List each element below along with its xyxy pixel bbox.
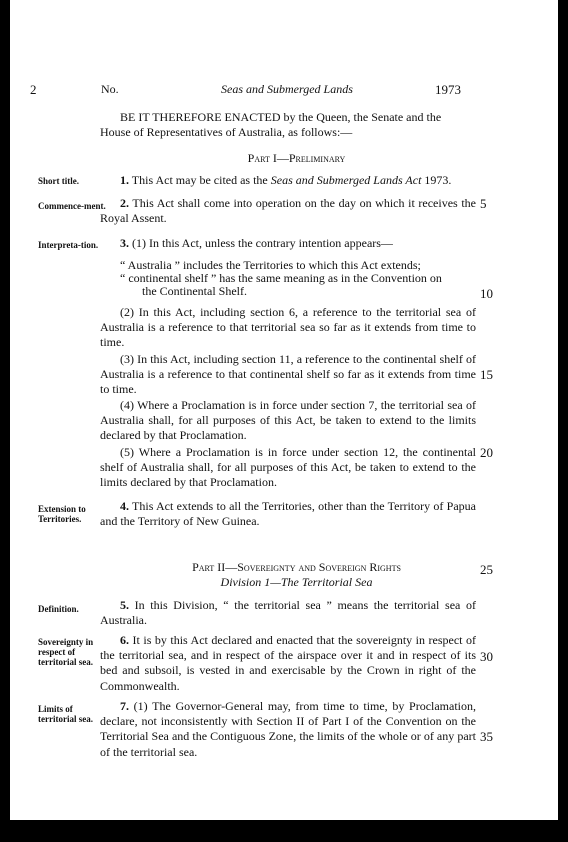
header-no-label: No. xyxy=(101,82,119,96)
section-7-text: 7. (1) The Governor-General may, from time to time, by Proclamation, declare, not inconsistently with Section II of Part I of the Convention on the Territorial Sea and the Contiguous Zone, the limits of the whole or of any part of the territorial sea. xyxy=(100,699,477,759)
section-3-sub-1: 3. (1) In this Act, unless the contrary intention appears— xyxy=(120,236,393,250)
header-title: Seas and Submerged Lands xyxy=(221,82,353,96)
line-number-30: 30 xyxy=(480,649,493,664)
document-page xyxy=(10,0,558,820)
margin-note-commencement: Commence-ment. xyxy=(38,201,106,211)
enacting-line-2: House of Representatives of Australia, as follows:— xyxy=(100,125,353,139)
division-1-heading: Division 1—The Territorial Sea xyxy=(220,575,373,589)
margin-note-definition: Definition. xyxy=(38,604,79,614)
definition-continental-shelf-a: “ continental shelf ” has the same meaning as in the Convention on xyxy=(120,271,442,285)
section-4-text: 4. This Act extends to all the Territories, other than the Territory of Papua and the Territory of New Guinea. xyxy=(100,499,476,529)
line-number-15: 15 xyxy=(480,367,493,382)
margin-note-short-title: Short title. xyxy=(38,176,79,186)
page-number: 2 xyxy=(30,82,37,97)
part-2-heading: Part II—Sovereignty and Sovereign Rights xyxy=(192,560,401,574)
section-1-text: 1. This Act may be cited as the Seas and Submerged Lands Act 1973. xyxy=(120,173,452,187)
line-number-35: 35 xyxy=(480,729,493,744)
definition-australia: “ Australia ” includes the Territories to which this Act extends; xyxy=(120,258,421,272)
section-3-sub-3: (3) In this Act, including section 11, a reference to the continental shelf of Australia is a reference to that continental shelf so far as it extends from time to time. xyxy=(100,352,476,397)
margin-note-limits: Limits of territorial sea. xyxy=(38,704,93,724)
section-3-sub-4: (4) Where a Proclamation is in force under section 7, the territorial sea of Australia shall, for all purposes of this Act, be taken to extend to the limits declared by that Proclamation. xyxy=(100,398,476,443)
line-number-20: 20 xyxy=(480,445,493,460)
line-number-25: 25 xyxy=(480,562,493,577)
definition-continental-shelf-b: the Continental Shelf. xyxy=(142,284,247,298)
line-number-10: 10 xyxy=(480,286,493,301)
enacting-line-1: BE IT THEREFORE ENACTED by the Queen, the Senate and the xyxy=(120,110,442,124)
section-2-text: 2. This Act shall come into operation on the day on which it receives the Royal Assent. xyxy=(100,196,476,226)
line-number-5: 5 xyxy=(480,196,487,211)
part-1-heading: Part I—Preliminary xyxy=(247,151,346,165)
section-3-sub-5: (5) Where a Proclamation is in force under section 12, the continental shelf of Australia shall, for all purposes of this Act, be taken to extend to the limits declared by that Proclamation. xyxy=(100,445,476,490)
margin-note-extension: Extension to Territories. xyxy=(38,504,86,524)
section-3-sub-2: (2) In this Act, including section 6, a reference to the territorial sea of Australia is a reference to that territorial sea so far as it extends from time to time. xyxy=(100,305,476,350)
header-year: 1973 xyxy=(435,82,461,97)
section-5-text: 5. In this Division, “ the territorial sea ” means the territorial sea of Australia. xyxy=(100,598,477,628)
margin-note-sovereignty: Sovereignty in respect of territorial sea. xyxy=(38,637,94,667)
margin-note-interpretation: Interpreta-tion. xyxy=(38,240,99,250)
section-6-text: 6. It is by this Act declared and enacted that the sovereignty in respect of the territorial sea, and in respect of the airspace over it and in respect of its bed and subsoil, is vested in and exercisable by the Crown in right of the Commonwealth. xyxy=(100,633,477,693)
